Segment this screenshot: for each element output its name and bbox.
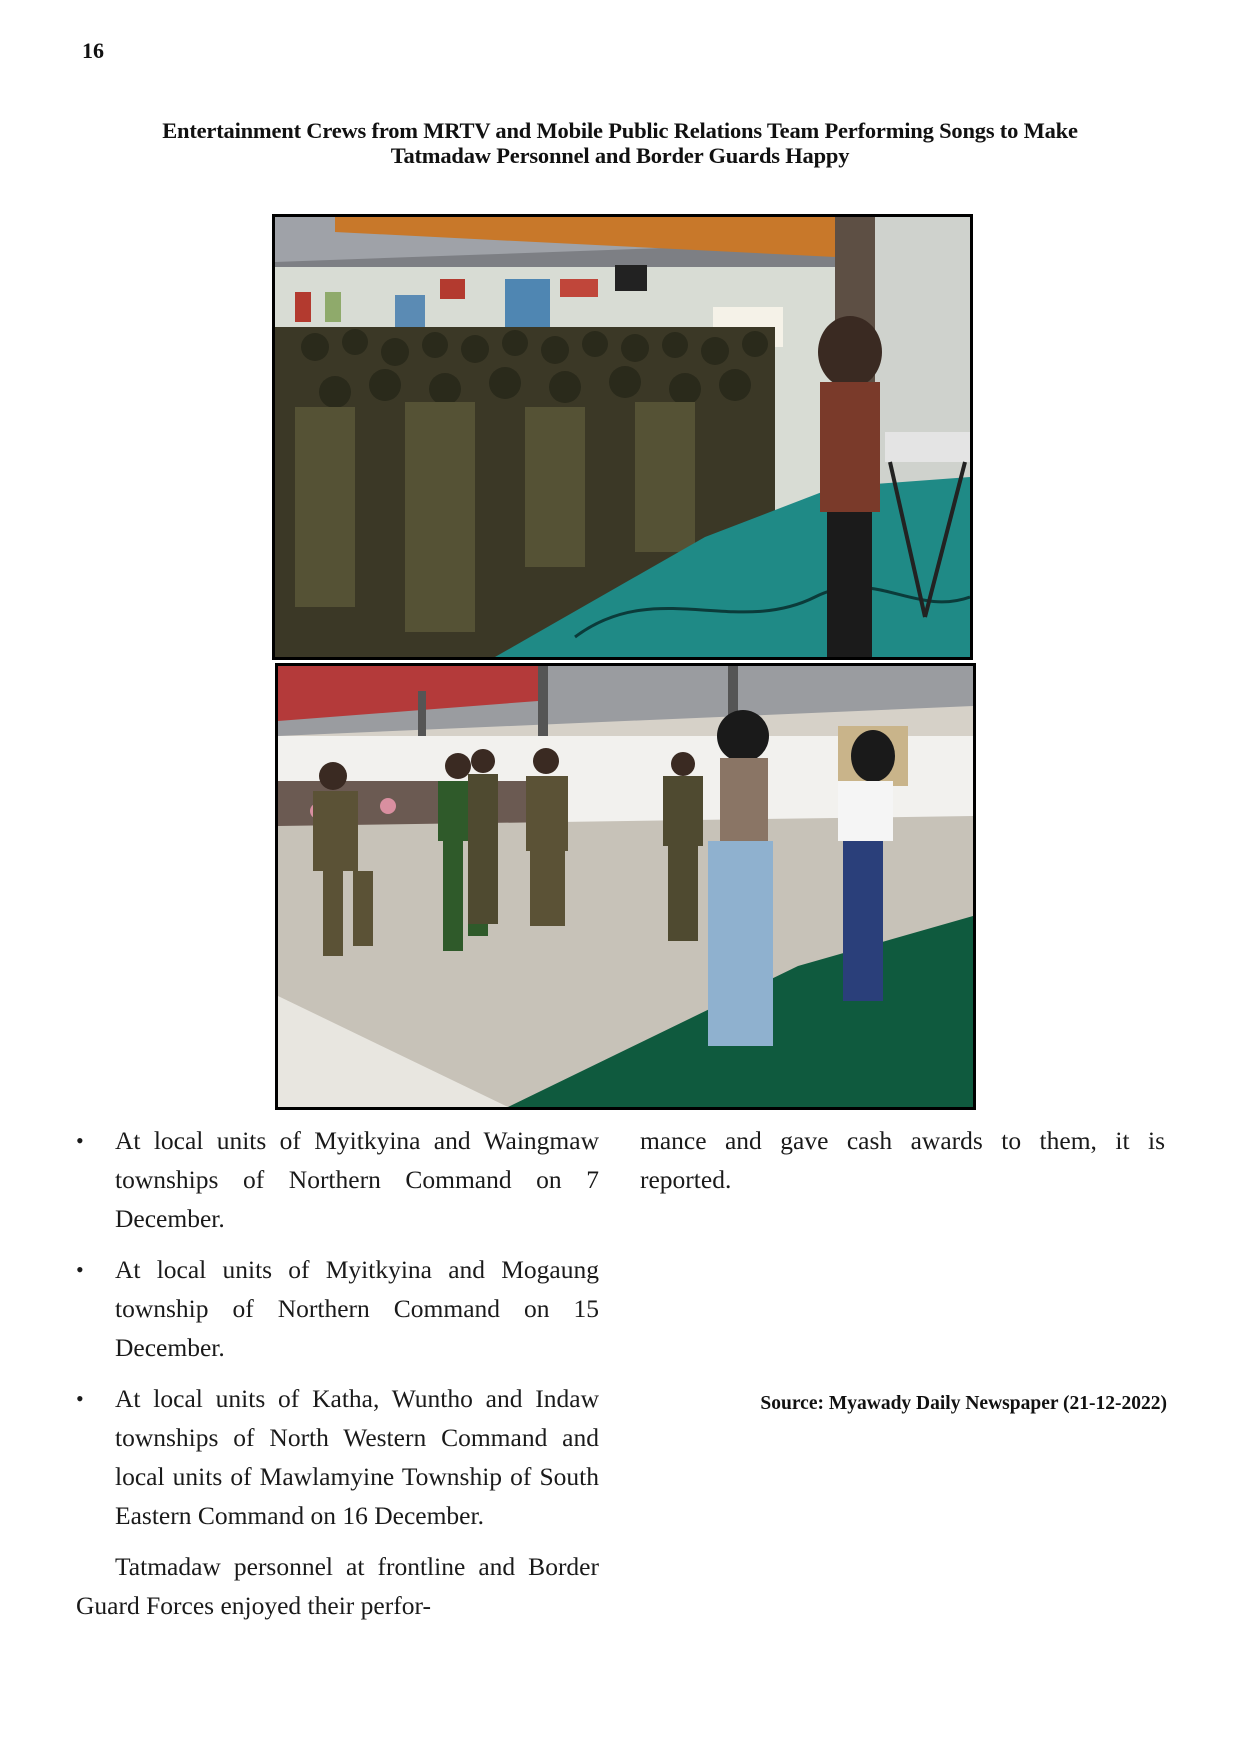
- list-item: [76, 1379, 599, 1535]
- photo-outdoor-dance: [275, 663, 976, 1110]
- indoor-performance-image: [275, 217, 970, 657]
- article-headline: [70, 118, 1170, 168]
- body-paragraph: Tatmadaw personnel at frontline and Border Guard Forces enjoyed their perfor-: [76, 1552, 599, 1620]
- body-paragraph-continued: mance and gave cash awards to them, it is reported.: [640, 1126, 1165, 1194]
- list-item: [76, 1121, 599, 1238]
- page-number: 16: [82, 38, 104, 63]
- source-credit: Source: Myawady Daily Newspaper (21-12-2022): [760, 1393, 1167, 1414]
- list-item-text: At local units of Myitkyina and Waingmaw townships of Northern Command on 7 December.: [115, 1126, 599, 1233]
- bullet-icon: •: [76, 1128, 84, 1153]
- list-item: [76, 1250, 599, 1367]
- outdoor-dance-image: [278, 666, 973, 1107]
- left-text-column: [76, 1121, 599, 1625]
- event-list: [76, 1121, 599, 1535]
- list-item-text: At local units of Katha, Wuntho and Indaw townships of North Western Command and local units of Mawlamyine Township of South Eastern Command on 16 December.: [115, 1384, 599, 1530]
- list-item-text: At local units of Myitkyina and Mogaung township of Northern Command on 15 December.: [115, 1255, 599, 1362]
- headline-line-2: Tatmadaw Personnel and Border Guards Happy: [390, 143, 850, 168]
- photo-indoor-performance: [272, 214, 973, 660]
- right-text-column: [640, 1121, 1165, 1199]
- bullet-icon: •: [76, 1386, 84, 1411]
- headline-line-1: Entertainment Crews from MRTV and Mobile Public Relations Team Performing Songs to Make: [162, 118, 1078, 143]
- bullet-icon: •: [76, 1257, 84, 1282]
